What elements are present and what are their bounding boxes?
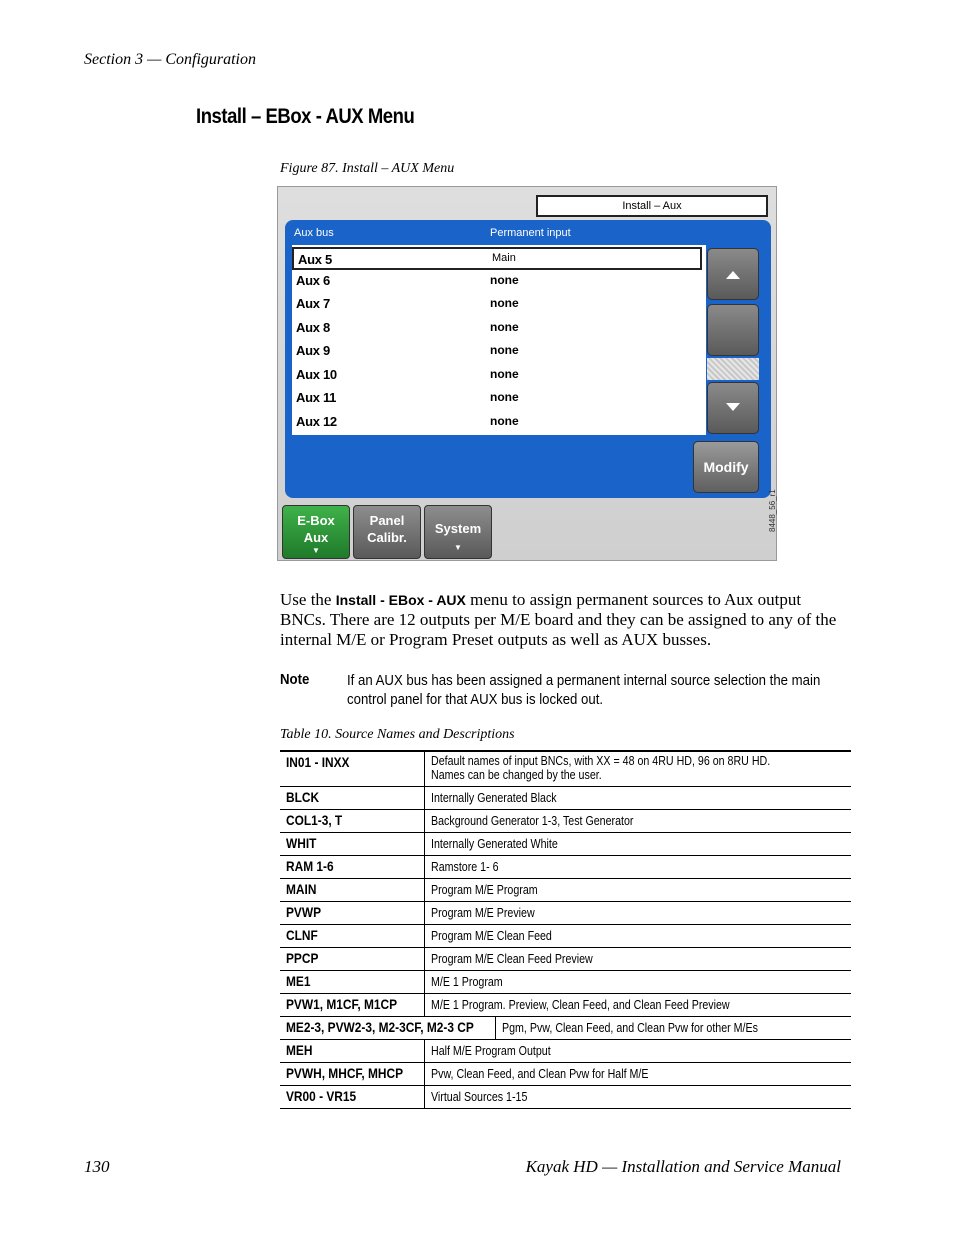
source-description-cell [425,1040,851,1062]
source-name-cell [280,833,425,855]
list-item[interactable] [292,340,706,363]
source-name: CLNF [286,927,318,943]
source-name: WHIT [286,835,317,851]
source-description-cell [425,971,851,993]
aux-bus-name: Aux 7 [296,296,330,311]
scroll-up-button[interactable] [707,248,759,300]
modify-button[interactable]: Modify [693,441,759,493]
source-name: PPCP [286,950,319,966]
body-paragraph [280,590,845,650]
source-name-cell [280,879,425,901]
source-name-cell [280,1063,425,1085]
source-description-cell [425,879,851,901]
tab-panel-calibr[interactable] [353,505,421,559]
source-name-cell [280,1086,425,1108]
source-name-cell [280,1017,496,1039]
source-description: M/E 1 Program [431,974,503,989]
source-description: Pgm, Pvw, Clean Feed, and Clean Pvw for other M/Es [502,1020,758,1035]
source-description: Program M/E Clean Feed Preview [431,951,593,966]
table-row [280,994,851,1017]
table-row [280,971,851,994]
source-description: Program M/E Program [431,882,538,897]
table-row [280,902,851,925]
source-description: Pvw, Clean Feed, and Clean Pvw for Half M/E [431,1066,649,1081]
table-row [280,925,851,948]
permanent-input: none [490,273,519,287]
permanent-input: none [490,414,519,428]
source-description-cell [425,810,851,832]
source-name: ME1 [286,973,311,989]
permanent-input: none [490,367,519,381]
tab-ebox-aux[interactable] [282,505,350,559]
source-description-cell [425,925,851,947]
table-row [280,948,851,971]
list-item[interactable] [292,247,702,270]
source-name-cell [280,787,425,809]
page-title: Install – EBox - AUX Menu [196,105,415,128]
table-row [280,752,851,787]
aux-bus-name: Aux 12 [296,414,337,429]
list-item[interactable] [292,364,706,387]
image-id: 8448_56_r1 [768,489,777,532]
chevron-down-icon: ▼ [312,546,320,555]
source-description-cell [425,856,851,878]
note-label: Note [280,671,310,688]
table-row [280,1017,851,1040]
source-name: PVWP [286,904,322,920]
source-description-cell [425,1063,851,1085]
aux-bus-list [292,245,706,435]
source-description-cell [496,1017,922,1039]
source-description-cell [425,902,851,924]
aux-bus-name: Aux 9 [296,343,330,358]
table-row [280,1063,851,1086]
section-header: Section 3 — Configuration [84,51,256,68]
table-row [280,833,851,856]
permanent-input: none [490,343,519,357]
table-row [280,1040,851,1063]
source-description: Internally Generated White [431,836,558,851]
table-row [280,1086,851,1109]
column-header-aux-bus: Aux bus [294,227,334,239]
source-name: COL1-3, T [286,812,343,828]
source-name-cell [280,752,425,786]
aux-bus-name: Aux 8 [296,320,330,335]
source-name-cell [280,856,425,878]
tab-label-line2: Calibr. [367,530,407,545]
body-text-pre: Use the [280,590,336,609]
chevron-down-icon: ▼ [454,543,462,552]
source-name: MEH [286,1042,313,1058]
list-item[interactable] [292,387,706,410]
source-description-cell [425,833,851,855]
source-description: Program M/E Clean Feed [431,928,552,943]
source-description: Ramstore 1- 6 [431,859,499,874]
source-name: BLCK [286,789,320,805]
table-row [280,787,851,810]
permanent-input: none [490,320,519,334]
arrow-down-icon [708,383,758,433]
list-item[interactable] [292,270,706,293]
source-description: Internally Generated Black [431,790,557,805]
note-text: If an AUX bus has been assigned a permanent internal source selection the main control panel for that AUX bus is locked out. [347,672,821,708]
source-description: M/E 1 Program. Preview, Clean Feed, and Clean Feed Preview [431,997,730,1012]
list-item[interactable] [292,293,706,316]
source-description-cell [425,752,851,786]
tab-label-line2: Aux [303,530,329,545]
body-text-post: menu to assign permanent sources to Aux output BNCs. There are 12 outputs per M/E board and they can be assigned to any of the internal M/E or Program Preset outputs as well as AUX busses. [280,590,837,649]
menu-name: Install - EBox - AUX [335,592,466,608]
tab-system[interactable] [424,505,492,559]
source-name: IN01 - INXX [286,754,350,770]
aux-bus-name: Aux 5 [298,252,332,267]
aux-bus-name: Aux 10 [296,367,337,382]
source-name: MAIN [286,881,317,897]
tab-label-line1: E-Box [297,513,335,528]
table-row [280,810,851,833]
permanent-input: Main [492,252,516,264]
figure-caption: Figure 87. Install – AUX Menu [280,161,455,176]
source-name-cell [280,971,425,993]
aux-bus-name: Aux 11 [296,390,337,405]
table-row [280,856,851,879]
source-description: Default names of input BNCs, with XX = 48 on 4RU HD, 96 on 8RU HD. Names can be changed by the user. [431,753,771,782]
source-name-cell [280,810,425,832]
menu-title: Install – Aux [536,195,768,217]
source-name-cell [280,948,425,970]
source-name: ME2-3, PVW2-3, M2-3CF, M2-3 CP [286,1019,474,1035]
table-caption: Table 10. Source Names and Descriptions [280,727,515,742]
arrow-up-icon [708,249,758,299]
source-name: VR00 - VR15 [286,1088,357,1104]
tab-label-line1: Panel [369,513,405,528]
source-name: PVW1, M1CF, M1CP [286,996,398,1012]
scroll-down-button[interactable] [707,382,759,434]
source-name-cell [280,925,425,947]
source-description-cell [425,1086,851,1108]
source-name-cell [280,994,425,1016]
permanent-input: none [490,296,519,310]
source-description: Virtual Sources 1-15 [431,1089,528,1104]
source-description: Background Generator 1-3, Test Generator [431,813,634,828]
source-description-cell [425,994,851,1016]
list-item[interactable] [292,317,706,340]
list-item[interactable] [292,411,706,434]
source-description: Program M/E Preview [431,905,535,920]
permanent-input: none [490,390,519,404]
source-names-table [280,750,851,1109]
source-name-cell [280,1040,425,1062]
source-name: RAM 1-6 [286,858,334,874]
source-description-cell [425,787,851,809]
source-description-cell [425,948,851,970]
column-header-permanent-input: Permanent input [490,227,571,239]
manual-title: Kayak HD — Installation and Service Manual [525,1157,841,1176]
table-row [280,879,851,902]
scroll-thumb[interactable] [707,304,759,356]
scroll-track[interactable] [707,358,759,380]
aux-menu-screenshot [277,186,777,561]
tab-label-line1: System [434,521,482,536]
aux-bus-name: Aux 6 [296,273,330,288]
source-name-cell [280,902,425,924]
source-description: Half M/E Program Output [431,1043,551,1058]
page-number: 130 [84,1157,110,1176]
source-name: PVWH, MHCF, MHCP [286,1065,404,1081]
